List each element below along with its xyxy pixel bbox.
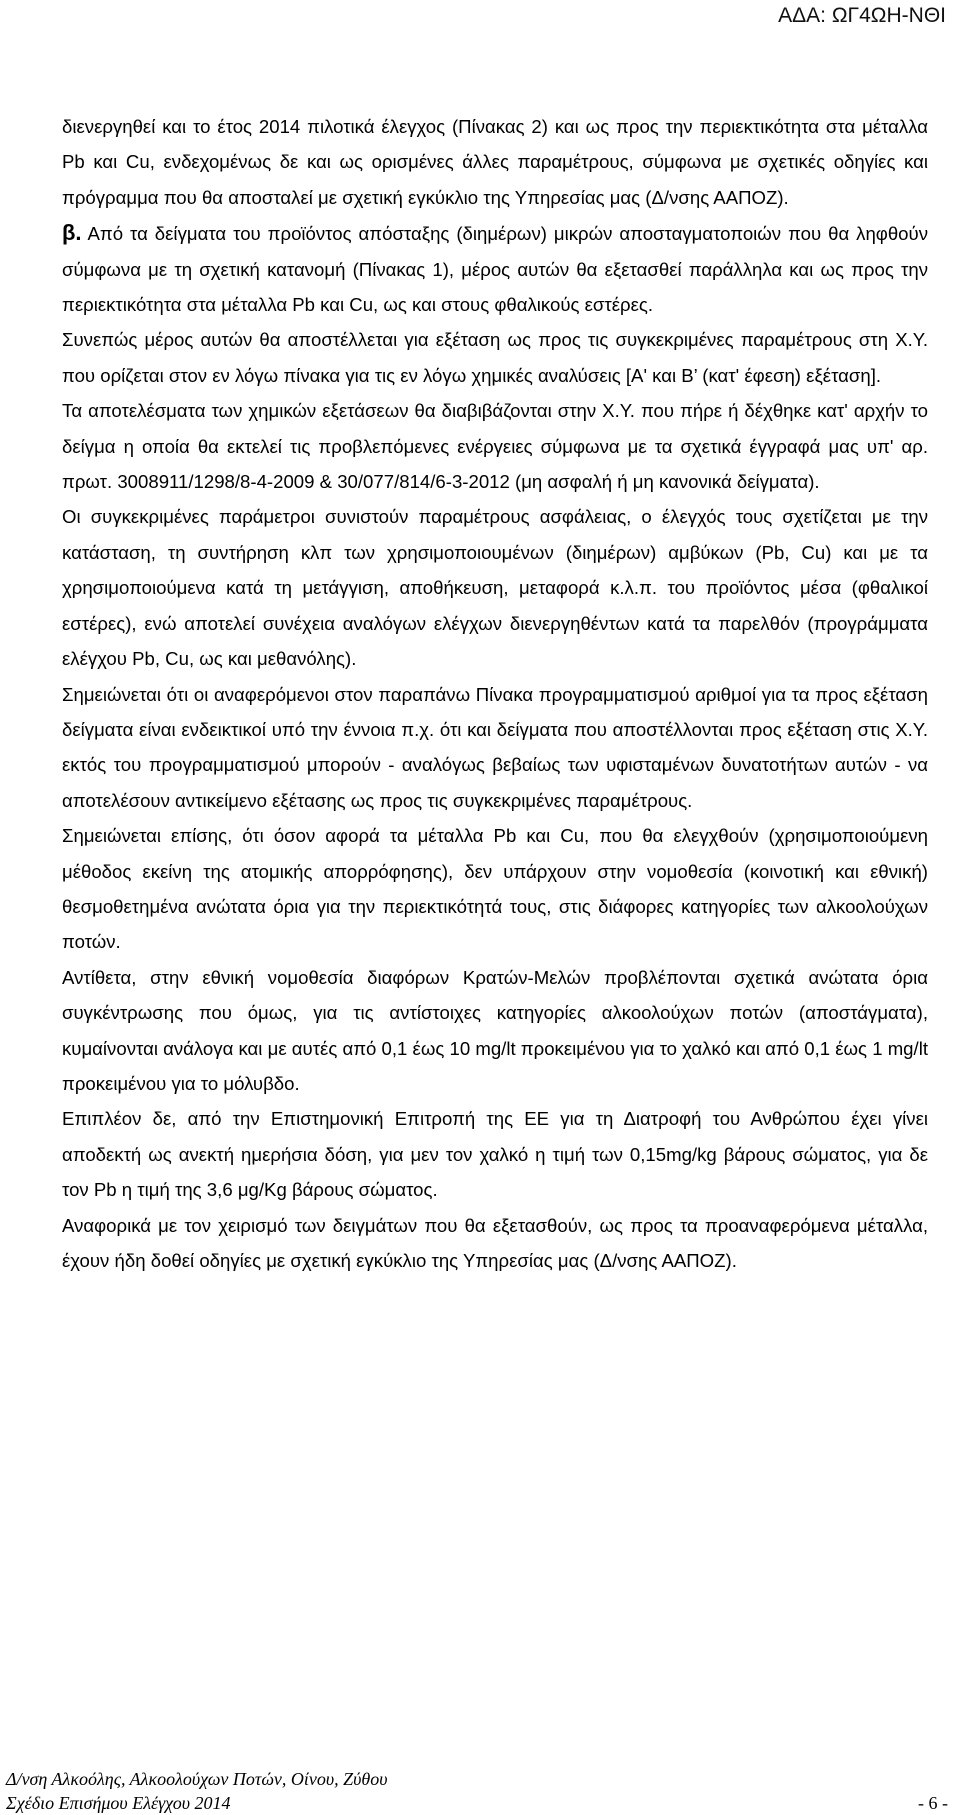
paragraph-9: Επιπλέον δε, από την Επιστημονική Επιτροπή της ΕΕ για τη Διατροφή του Ανθρώπου έχει γίνει αποδεκτή ως ανεκτή ημερήσια δόση, για μεν τον χαλκό η τιμή των 0,15mg/kg βάρους σώματος, για δε τον Pb η τιμή της 3,6 μg/Kg βάρους σώματος.	[62, 1108, 928, 1201]
document-body	[62, 109, 928, 1278]
paragraph-8: Αντίθετα, στην εθνική νομοθεσία διαφόρων Κρατών-Μελών προβλέπονται σχετικά ανώτατα όρια συγκέντρωσης που όμως, για τις αντίστοιχες κατηγορίες αλκοολούχων ποτών (αποστάγματα), κυμαίνονται ανάλογα και με αυτές από 0,1 έως 10 mg/lt προκειμένου για το χαλκό και από 0,1 έως 1 mg/lt προκειμένου για το μόλυβδο.	[62, 966, 928, 1094]
footer-department: Δ/νση Αλκοόλης, Αλκοολούχων Ποτών, Οίνου, Ζύθου	[6, 1769, 388, 1789]
paragraph-2	[62, 215, 928, 322]
footer-document-title: Σχέδιο Επισήμου Ελέγχου 2014	[6, 1793, 231, 1813]
paragraph-4: Τα αποτελέσματα των χημικών εξετάσεων θα διαβιβάζονται στην Χ.Υ. που πήρε ή δέχθηκε κατ' αρχήν το δείγμα η οποία θα εκτελεί τις προβλεπόμενες ενέργειες σύμφωνα με τα σχετικά έγγραφά μας υπ' αρ. πρωτ. 3008911/1298/8-4-2009 & 30/077/814/6-3-2012 (μη ασφαλή ή μη κανονικά δείγματα).	[62, 400, 928, 493]
page-number: - 6 -	[918, 1793, 948, 1813]
paragraph-6: Σημειώνεται ότι οι αναφερόμενοι στον παραπάνω Πίνακα προγραμματισμού αριθμοί για τα προς εξέταση δείγματα είναι ενδεικτικοί υπό την έννοια π.χ. ότι και δείγματα που αποστέλλονται προς εξέταση στις Χ.Υ. εκτός του προγραμματισμού μπορούν - αναλόγως βεβαίως των υφισταμένων δυνατοτήτων αυτών - να αποτελέσουν αντικείμενο εξέτασης ως προς τις συγκεκριμένες παραμέτρους.	[62, 683, 928, 811]
paragraph-1: διενεργηθεί και το έτος 2014 πιλοτικά έλεγχος (Πίνακας 2) και ως προς την περιεκτικότητα στα μέταλλα Pb και Cu, ενδεχομένως δε και ως ορισμένες άλλες παραμέτρους, σύμφωνα με σχετικές οδηγίες και πρόγραμμα που θα αποσταλεί με σχετική εγκύκλιο της Υπηρεσίας μας (Δ/νσης ΑΑΠΟΖ).	[62, 116, 928, 208]
paragraph-7: Σημειώνεται επίσης, ότι όσον αφορά τα μέταλλα Pb και Cu, που θα ελεγχθούν (χρησιμοποιούμενη μέθοδος εκείνη της ατομικής απορρόφησης), δεν υπάρχουν στην νομοθεσία (κοινοτική και εθνική) θεσμοθετημένα ανώτατα όρια για την περιεκτικότητά τους, στις διάφορες κατηγορίες των αλκοολούχων ποτών.	[62, 825, 928, 953]
paragraph-5: Οι συγκεκριμένες παράμετροι συνιστούν παραμέτρους ασφάλειας, ο έλεγχός τους σχετίζεται με την κατάσταση, τη συντήρηση κλπ των χρησιμοποιουμένων (διημέρων) αμβύκων (Pb, Cu) και με τα χρησιμοποιούμενα κατά τη μετάγγιση, αποθήκευση, μεταφορά κ.λ.π. του προϊόντος μέσα (φθαλικοί εστέρες), ενώ αποτελεί συνέχεια αναλόγων ελέγχων διενεργηθέντων κατά τα παρελθόν (προγράμματα ελέγχου Pb, Cu, ως και μεθανόλης).	[62, 506, 928, 670]
item-label-beta: β.	[62, 220, 82, 246]
ada-code: ΑΔΑ: ΩΓ4ΩΗ-ΝΘΙ	[778, 4, 946, 27]
paragraph-10: Αναφορικά με τον χειρισμό των δειγμάτων που θα εξετασθούν, ως προς τα προαναφερόμενα μέταλλα, έχουν ήδη δοθεί οδηγίες με σχετική εγκύκλιο της Υπηρεσίας μας (Δ/νσης ΑΑΠΟΖ).	[62, 1214, 928, 1271]
page-footer	[6, 1767, 948, 1815]
paragraph-3: Συνεπώς μέρος αυτών θα αποστέλλεται για εξέταση ως προς τις συγκεκριμένες παραμέτρους στη Χ.Υ. που ορίζεται στον εν λόγω πίνακα για τις εν λόγω χημικές αναλύσεις [Α' και Β’ (κατ' έφεση) εξέταση].	[62, 329, 928, 386]
paragraph-2-text: Από τα δείγματα του προϊόντος απόσταξης (διημέρων) μικρών αποσταγματοποιών που θα ληφθούν σύμφωνα με τη σχετική κατανομή (Πίνακας 1), μέρος αυτών θα εξετασθεί παράλληλα και ως προς την περιεκτικότητα στα μέταλλα Pb και Cu, ως και στους φθαλικούς εστέρες.	[62, 223, 928, 316]
